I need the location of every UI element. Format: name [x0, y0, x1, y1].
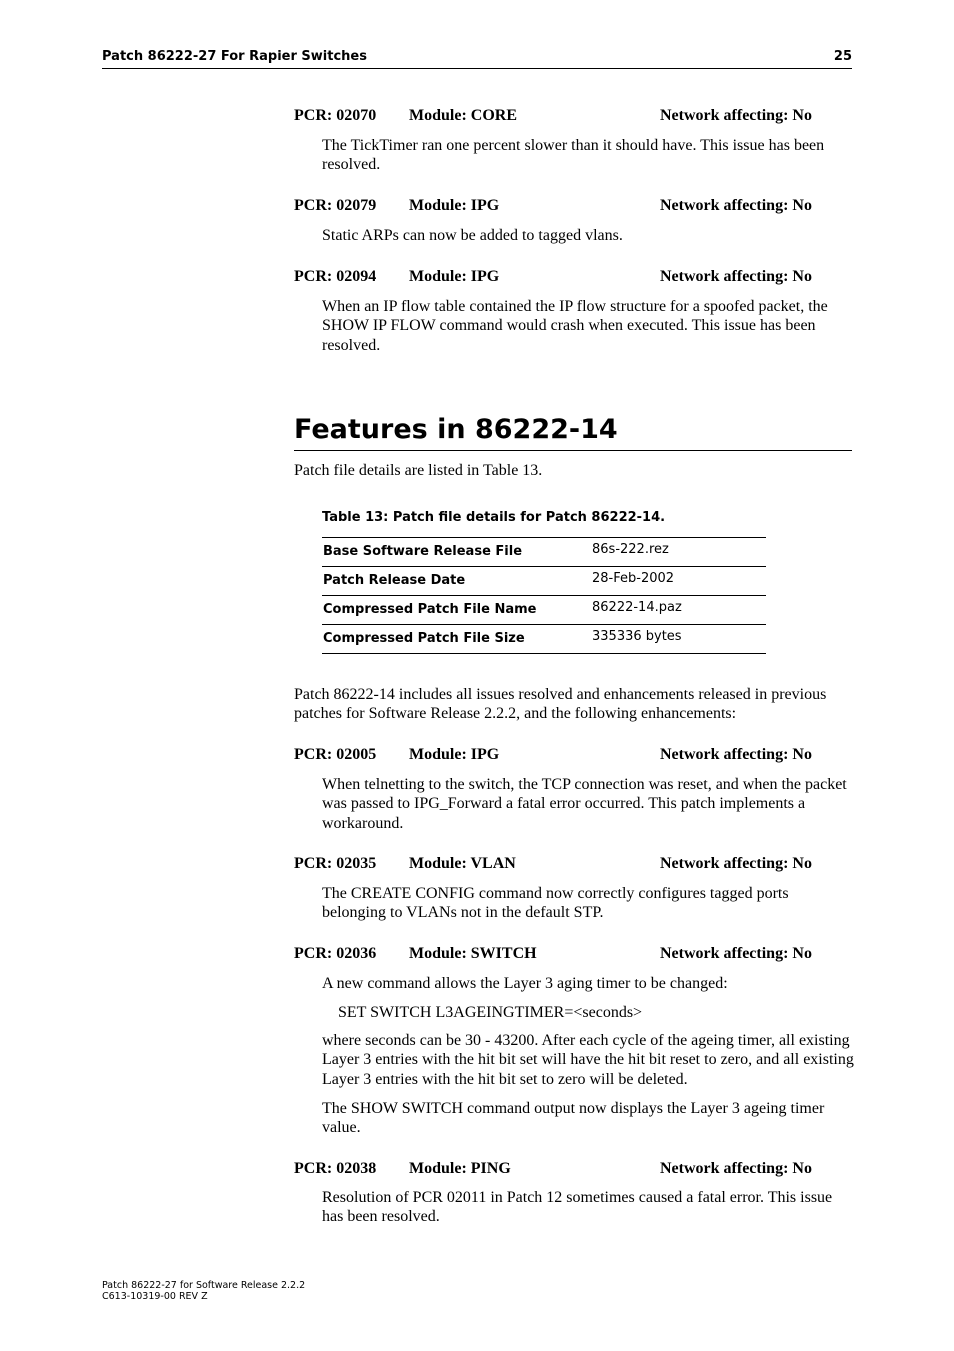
patch-details-table — [322, 537, 766, 654]
pcr-heading — [294, 945, 854, 965]
section-summary: Patch 86222-14 includes all issues resolved and enhancements released in previous patches for Software Release 2.2.2, and the following enhancements: — [294, 686, 827, 723]
table-row — [322, 625, 766, 654]
pcr-module: Module: IPG — [409, 197, 500, 214]
pcr-description: The CREATE CONFIG command now correctly configures tagged ports belonging to VLANs not in the default STP. — [322, 885, 789, 922]
table-row-value: 335336 bytes — [592, 629, 682, 644]
pcr-heading — [294, 197, 854, 217]
pcr-description: A new command allows the Layer 3 aging timer to be changed: — [322, 975, 728, 992]
section-title: Features in 86222-14 — [294, 410, 852, 451]
table-row-value: 86s-222.rez — [592, 542, 669, 557]
pcr-network-affecting: Network affecting: No — [660, 746, 812, 763]
pcr-module: Module: CORE — [409, 107, 517, 124]
pcr-module: Module: VLAN — [409, 855, 516, 872]
pcr-network-affecting: Network affecting: No — [660, 1160, 812, 1177]
table-row-value: 28-Feb-2002 — [592, 571, 675, 586]
pcr-network-affecting: Network affecting: No — [660, 855, 812, 872]
pcr-description: When an IP flow table contained the IP flow structure for a spoofed packet, the SHOW IP FLOW command would crash when executed. This issue has been resolved. — [322, 298, 828, 354]
pcr-network-affecting: Network affecting: No — [660, 197, 812, 214]
pcr-module: Module: PING — [409, 1160, 511, 1177]
table-row-label: Patch Release Date — [323, 573, 466, 588]
table-row — [322, 596, 766, 625]
pcr-module: Module: IPG — [409, 746, 500, 763]
pcr-description-continued: where seconds can be 30 - 43200. After each cycle of the ageing timer, all existing Layer 3 entries with the hit bit set will have the hit bit reset to zero, and all existing Layer 3 entries with the hit bit set to zero will be deleted. — [322, 1032, 854, 1088]
page-number: 25 — [833, 49, 852, 64]
pcr-number: PCR: 02035 — [294, 855, 377, 872]
pcr-description-continued: The SHOW SWITCH command output now displays the Layer 3 ageing timer value. — [322, 1100, 825, 1137]
pcr-number: PCR: 02036 — [294, 945, 377, 962]
pcr-network-affecting: Network affecting: No — [660, 107, 812, 124]
header-title: Patch 86222-27 For Rapier Switches — [102, 49, 367, 64]
pcr-description: The TickTimer ran one percent slower than it should have. This issue has been resolved. — [322, 137, 825, 174]
pcr-network-affecting: Network affecting: No — [660, 268, 812, 285]
section-intro: Patch file details are listed in Table 13. — [294, 462, 543, 479]
table-row-label: Compressed Patch File Name — [323, 602, 537, 617]
table-row-value: 86222-14.paz — [592, 600, 682, 615]
footer-line: C613-10319-00 REV Z — [102, 1291, 208, 1302]
pcr-description: When telnetting to the switch, the TCP connection was reset, and when the packet was passed to IPG_Forward a fatal error occurred. This patch implements a workaround. — [322, 776, 847, 832]
table-caption: Table 13: Patch file details for Patch 86222-14. — [322, 510, 666, 525]
page-header — [102, 48, 852, 69]
command-syntax: SET SWITCH L3AGEINGTIMER=<seconds> — [338, 1004, 643, 1021]
pcr-heading — [294, 107, 854, 127]
pcr-heading — [294, 1160, 854, 1180]
pcr-number: PCR: 02005 — [294, 746, 377, 763]
page-footer — [102, 1280, 305, 1302]
table-row-label: Base Software Release File — [323, 544, 523, 559]
table-row — [322, 538, 766, 567]
table-row — [322, 567, 766, 596]
table-row-label: Compressed Patch File Size — [323, 631, 525, 646]
pcr-heading — [294, 746, 854, 766]
pcr-description: Resolution of PCR 02011 in Patch 12 sometimes caused a fatal error. This issue has been resolved. — [322, 1189, 833, 1226]
pcr-number: PCR: 02070 — [294, 107, 377, 124]
pcr-number: PCR: 02079 — [294, 197, 377, 214]
footer-line: Patch 86222-27 for Software Release 2.2.2 — [102, 1280, 306, 1291]
pcr-number: PCR: 02038 — [294, 1160, 377, 1177]
pcr-number: PCR: 02094 — [294, 268, 377, 285]
pcr-description: Static ARPs can now be added to tagged vlans. — [322, 227, 623, 244]
pcr-heading — [294, 855, 854, 875]
pcr-heading — [294, 268, 854, 288]
pcr-module: Module: SWITCH — [409, 945, 537, 962]
pcr-network-affecting: Network affecting: No — [660, 945, 812, 962]
pcr-module: Module: IPG — [409, 268, 500, 285]
